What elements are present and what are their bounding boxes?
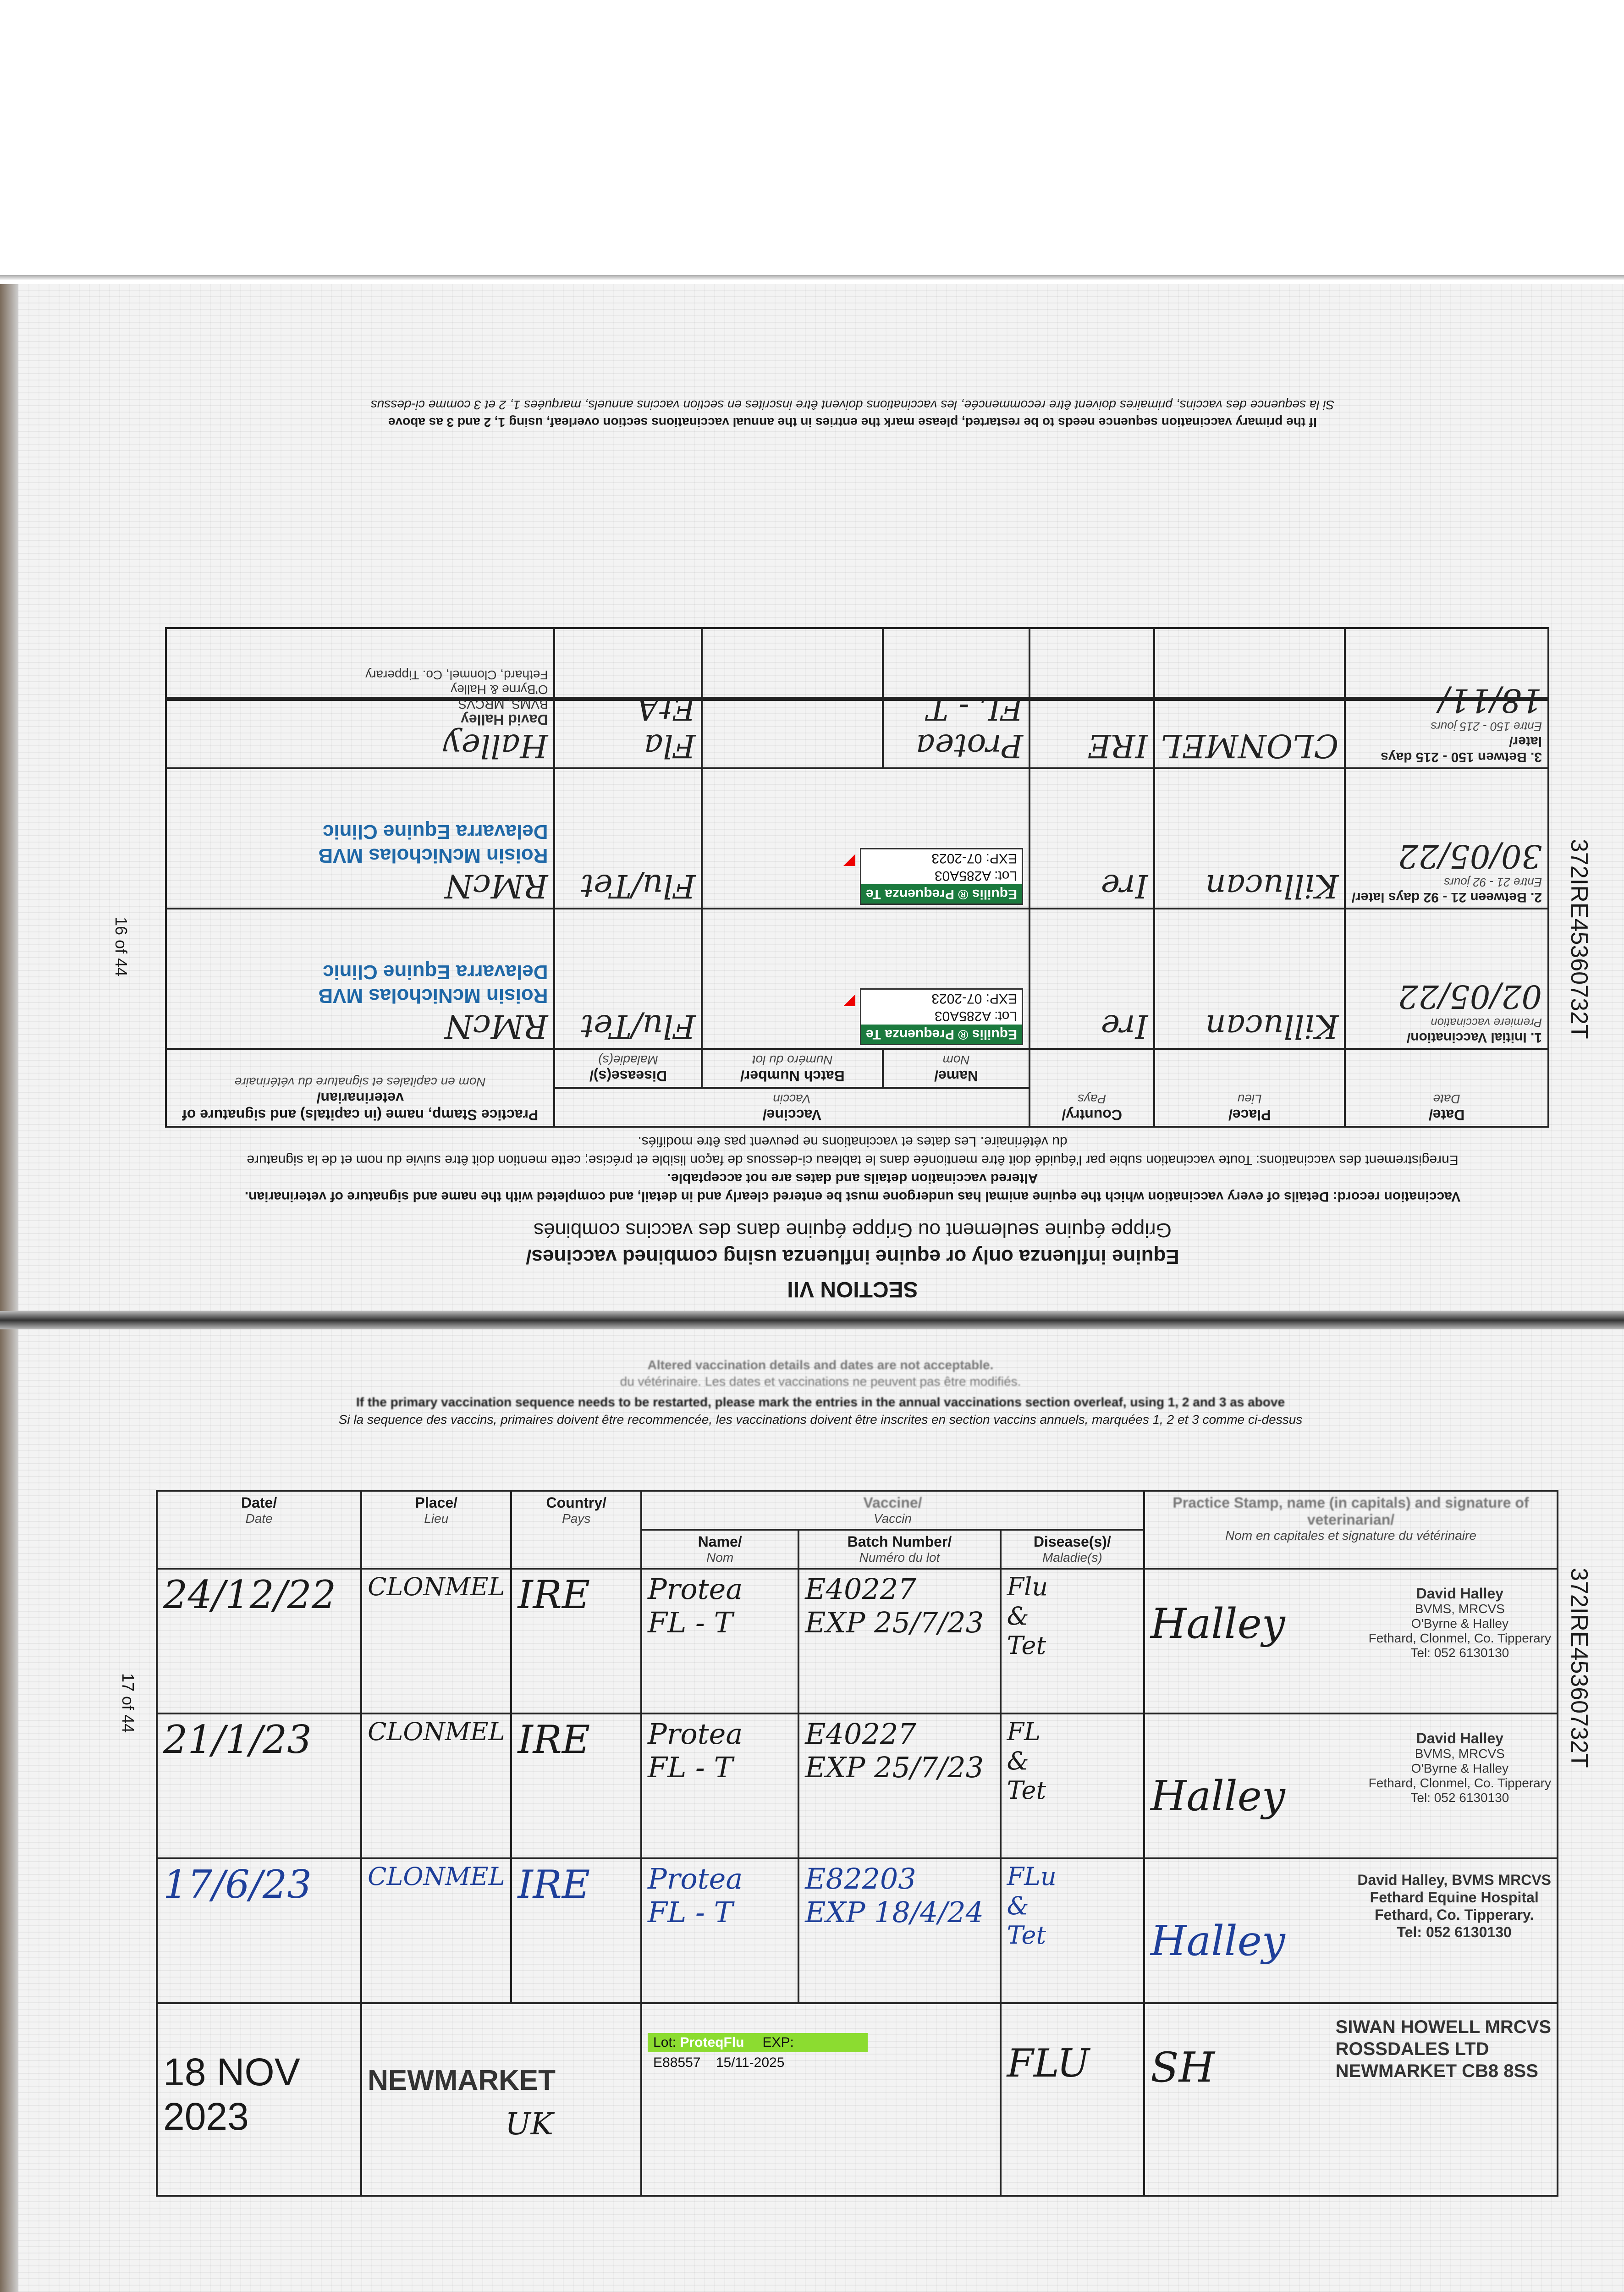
disease-cell: Flu/Tet [555, 909, 702, 1049]
country-text: UK [505, 2106, 554, 2142]
disease-cell [1001, 1569, 1144, 1713]
altered-notice-en: Altered vaccination details and dates are not acceptable. [647, 1358, 994, 1372]
row-label: 1. Initial Vaccination/ [1406, 1030, 1542, 1045]
sticker-lot-label: Lot: [653, 2035, 677, 2050]
stamp-vet-name: David Halley [1416, 1730, 1503, 1747]
vaccination-date: 02/05/22 [1398, 978, 1542, 1015]
place-cell [361, 2003, 641, 2196]
stamp-phone: Tel: 052 6130130 [1397, 1924, 1512, 1940]
red-flag-icon [843, 854, 855, 866]
stamp-phone: Tel: 052 6130130 [1410, 1791, 1509, 1805]
date-cell: 17/6/23 [157, 1858, 361, 2003]
record-notice-fr-2: du vétérinaire. Les dates et vaccinations ne peuvent pas être modifiés. [638, 1134, 1068, 1149]
batch-cell [702, 628, 883, 768]
header-vaccine: Vaccine/ Vaccin [555, 1088, 1030, 1127]
vaccine-label-cell [702, 768, 1029, 909]
header-stamp: Practice Stamp, name (in capitals) and signature of veterinarian/ Nom en capitales et signature du vétérinaire [1144, 1491, 1558, 1569]
restart-notice-fr: Si la sequence des vaccins, primaires doivent être recommencée, les vaccinations doivent être inscrites en section vaccins annuels, marquées 1, 2 et 3 comme ci-dessus [370, 398, 1335, 412]
vaccination-date: 30/05/22 [1398, 837, 1542, 875]
scan-top-margin [0, 0, 1624, 280]
table-row [166, 628, 1548, 768]
clinic-stamp-name: Roisin McNicholas MVB [318, 985, 548, 1007]
record-notice-fr: Enregistrement des vaccinations: Toute vaccination subie par l'équidé doit être mentionée dans le tableau ci-dessous de façon lisible et précise; cette mention doit être suivie du nom et de la signature [247, 1152, 1459, 1168]
header-batch: Batch Number/ Numéro du lot [702, 1049, 883, 1088]
record-notice-en: Vaccination record: Details of every vaccination which the equine animal has undergone must be entered clearly and in detail, and completed with the name and signature of veterinarian. [244, 1189, 1461, 1204]
header-date: Date/ Date [1345, 1049, 1548, 1127]
disease-cell [1001, 1858, 1144, 2003]
place-cell: CLONMEL [361, 1858, 511, 2003]
date-cell: 24/12/22 [157, 1569, 361, 1713]
disease-text: Fla [644, 727, 696, 765]
table-header-row [166, 1088, 1548, 1127]
vaccine-type: FL - T [927, 689, 1024, 727]
batch-expiry: EXP 25/7/23 [805, 1751, 984, 1784]
sticker-brand: Equilis ® Prequenza Te [861, 1025, 1022, 1044]
red-flag-icon [843, 994, 855, 1006]
batch-cell [798, 1858, 1000, 2003]
stamp-address: Fethard, Clonmel, Co. Tipperary [1368, 1631, 1551, 1645]
sticker-exp: EXP: 07-2023 [931, 851, 1018, 866]
primary-vaccination-table [165, 627, 1549, 1128]
disease-text: FL [1007, 1717, 1040, 1746]
vet-signature: Halley [1150, 1917, 1285, 1965]
vet-stamp [172, 667, 548, 727]
passport-id-upper: 372IRE45360732T [1566, 839, 1592, 1039]
vaccine-name-cell [641, 1713, 798, 1858]
vaccination-date: 18/11/ [1438, 682, 1542, 719]
stamp-qualifications: BVMS, MRCVS [1415, 1602, 1505, 1616]
date-cell [1345, 628, 1548, 768]
disease-text-2: EtA [636, 689, 696, 727]
sticker-exp: 15/11-2025 [716, 2055, 785, 2070]
restart-notice-en: If the primary vaccination sequence needs to be restarted, please mark the entries in the annual vaccinations section overleaf, using 1, 2 and 3 as above [356, 1395, 1285, 1409]
vet-signature: Halley [1150, 1772, 1285, 1820]
header-stamp: Practice Stamp, name (in capitals) and signature of veterinarian/ Nom en capitales et signature du vétérinaire [166, 1049, 555, 1127]
stamp-vet-name: David Halley [461, 711, 548, 728]
table-row [157, 1713, 1558, 1858]
date-cell: 21/1/23 [157, 1713, 361, 1858]
stamp-practice: O'Byrne & Halley [451, 683, 548, 697]
disease-cell: Flu/Tet [555, 768, 702, 909]
page-edge [0, 275, 1624, 280]
disease-text-2: Tet [1007, 1921, 1046, 1950]
disease-amp: & [1007, 1747, 1029, 1775]
header-country: Country/ Pays [1029, 1049, 1154, 1127]
batch-number: E82203 [805, 1862, 916, 1895]
place-cell: CLONMEL [361, 1713, 511, 1858]
page-fold [0, 1311, 1624, 1329]
header-place: Place/ Lieu [361, 1491, 511, 1569]
row-label: 2. Between 21 - 92 days later/ [1351, 890, 1542, 905]
header-date: Date/ Date [157, 1491, 361, 1569]
disease-cell: FLU [1001, 2003, 1144, 2196]
stamp-phone: Tel: 052 6130130 [1410, 1646, 1509, 1660]
stamp-vet-name: David Halley [1416, 1585, 1503, 1602]
vaccine-label-cell [641, 2003, 1001, 2196]
vaccine-name-cell [883, 628, 1029, 768]
stamp-qualifications: BVMS, MRCVS [1415, 1747, 1505, 1761]
record-notice-altered: Altered vaccination details and dates are not acceptable. [667, 1171, 1038, 1186]
page-number-lower: 17 of 44 [119, 1673, 138, 1733]
disease-text-2: Tet [1007, 1776, 1046, 1805]
clinic-stamp-practice: Delavarra Equine Clinic [322, 961, 548, 983]
row-label-fr: Entre 21 - 92 jours [1444, 876, 1542, 889]
batch-expiry: EXP 18/4/24 [805, 1895, 984, 1929]
vaccine-sticker [648, 2033, 868, 2073]
vet-stamp [1369, 1731, 1551, 1805]
stamp-address: Fethard, Clonmel, Co. Tipperary [1368, 1776, 1551, 1790]
header-place: Place/ Lieu [1154, 1049, 1345, 1127]
vaccine-name: Protea [916, 727, 1024, 765]
altered-notice-fr: du vétérinaire. Les dates et vaccinations ne peuvent pas être modifiés. [620, 1374, 1021, 1388]
row-label: 3. Betwen 150 - 215 days later/ [1381, 734, 1542, 765]
stamp-address: Fethard, Clonmel, Co. Tipperary [365, 668, 548, 682]
header-country: Country/ Pays [511, 1491, 641, 1569]
header-vaccine: Vaccine/ Vaccin [641, 1491, 1144, 1530]
country-cell: IRE [511, 1713, 641, 1858]
page-number-upper: 16 of 44 [112, 917, 131, 977]
stamp-cell [166, 909, 555, 1049]
date-cell: 18 NOV 2023 [157, 2003, 361, 2196]
batch-number: E40227 [805, 1717, 916, 1751]
table-row [166, 909, 1548, 1049]
stamp-vet-name: SIWAN HOWELL MRCVS [1335, 2017, 1551, 2037]
batch-expiry: EXP 25/7/23 [805, 1606, 984, 1639]
clinic-stamp-practice: Delavarra Equine Clinic [322, 821, 548, 843]
vet-stamp [1336, 2016, 1551, 2082]
header-name: Name/ Nom [883, 1049, 1029, 1088]
vaccine-sticker [860, 848, 1023, 905]
disease-cell [555, 628, 702, 768]
vaccine-sticker [860, 988, 1023, 1045]
altered-notice [156, 1357, 1485, 1390]
stamp-practice: ROSSDALES LTD [1335, 2039, 1489, 2059]
row-label-fr: Entre 150 - 215 jours [1431, 720, 1542, 733]
country-cell: IRE [511, 1569, 641, 1713]
section-subtitle-fr: Grippe équine seulement ou Grippe équine dans des vaccins combinés [534, 1219, 1172, 1241]
sticker-brand: Equilis ® Prequenza Te [861, 884, 1022, 904]
row-label-fr: Premiere vaccination [1431, 1016, 1542, 1030]
stamp-cell [1144, 2003, 1558, 2196]
place-stamp: NEWMARKET [368, 2065, 556, 2096]
section-subtitle [142, 1217, 1563, 1270]
stamp-qualifications: BVMS, MRCVS [458, 697, 548, 711]
batch-cell [798, 1569, 1000, 1713]
sticker-exp-label: EXP: [762, 2035, 794, 2050]
section-vii-primary-vaccinations [142, 398, 1563, 1302]
stamp-cell [166, 768, 555, 909]
vaccine-label-cell [702, 909, 1029, 1049]
place-cell: CLONMEL [1154, 628, 1345, 768]
sticker-lot: Lot: A285A03 [934, 1008, 1018, 1024]
header-disease: Disease(s)/ Maladie(s) [555, 1049, 702, 1088]
vaccine-type: FL - T [648, 1895, 733, 1929]
stamp-address: Fethard, Co. Tipperary. [1375, 1906, 1534, 1923]
vet-signature: RMcN [445, 867, 548, 905]
vet-stamp [1357, 1871, 1551, 1941]
restart-notice-en: If the primary vaccination sequence needs to be restarted, please mark the entries in the annual vaccinations section overleaf, using 1, 2 and 3 as above [388, 415, 1317, 430]
clinic-stamp-name: Roisin McNicholas MVB [318, 844, 548, 867]
restart-notice-fr: Si la sequence des vaccins, primaires doivent être recommencée, les vaccinations doivent être inscrites en section vaccins annuels, marquées 1, 2 et 3 comme ci-dessus [338, 1412, 1303, 1427]
table-row [157, 1569, 1558, 1713]
vet-signature: RMcN [445, 1008, 548, 1045]
date-cell [1345, 768, 1548, 909]
vaccine-type: FL - T [648, 1751, 733, 1784]
annual-vaccination-table [156, 1490, 1558, 2197]
restart-notice [142, 396, 1563, 431]
stamp-practice: O'Byrne & Halley [1411, 1761, 1508, 1775]
place-cell: CLONMEL [361, 1569, 511, 1713]
vet-stamp [1369, 1586, 1551, 1660]
disease-text: Flu [1007, 1572, 1048, 1601]
stamp-practice: Fethard Equine Hospital [1370, 1889, 1539, 1906]
vet-signature: Halley [1150, 1600, 1285, 1648]
disease-amp: & [1007, 1602, 1029, 1631]
vaccine-name: Protea [648, 1572, 743, 1606]
batch-number: E40227 [805, 1572, 916, 1606]
place-cell: Killucan [1154, 768, 1345, 909]
sticker-brand: ProteqFlu [680, 2035, 744, 2050]
stamp-cell [1144, 1569, 1558, 1713]
restart-notice-lower [156, 1394, 1485, 1428]
vet-signature: Halley [443, 727, 548, 765]
disease-amp: & [1007, 1891, 1029, 1920]
section-title: SECTION VII [787, 1277, 918, 1301]
stamp-cell [1144, 1713, 1558, 1858]
place-cell: Killucan [1154, 909, 1345, 1049]
stamp-cell [166, 628, 555, 768]
binding-shadow [0, 284, 18, 2292]
disease-text: FLu [1007, 1862, 1057, 1891]
date-cell [1345, 909, 1548, 1049]
sticker-lot: Lot: A285A03 [934, 868, 1018, 883]
batch-cell [798, 1713, 1000, 1858]
vaccine-type: FL - T [648, 1606, 733, 1639]
table-header-row [157, 1491, 1558, 1530]
table-row [157, 2003, 1558, 2196]
vaccine-name-cell [641, 1569, 798, 1713]
country-cell: IRE [511, 1858, 641, 2003]
header-batch: Batch Number/ Numéro du lot [798, 1530, 1000, 1569]
country-cell: Ire [1029, 768, 1154, 909]
stamp-cell [1144, 1858, 1558, 2003]
header-disease: Disease(s)/ Maladie(s) [1001, 1530, 1144, 1569]
country-cell: IRE [1029, 628, 1154, 768]
disease-text-2: Tet [1007, 1631, 1046, 1660]
vaccination-record-notice [142, 1132, 1563, 1206]
country-cell: Ire [1029, 909, 1154, 1049]
vaccine-name: Protea [648, 1862, 743, 1895]
sticker-lot: E88557 [653, 2055, 701, 2070]
stamp-practice: O'Byrne & Halley [1411, 1616, 1508, 1631]
stamp-address: NEWMARKET CB8 8SS [1335, 2061, 1538, 2081]
passport-id-lower: 372IRE45360732T [1566, 1568, 1592, 1768]
sticker-exp: EXP: 07-2023 [931, 991, 1018, 1006]
disease-cell [1001, 1713, 1144, 1858]
vaccine-name-cell [641, 1858, 798, 2003]
vaccine-name: Protea [648, 1717, 743, 1751]
table-row [166, 768, 1548, 909]
header-name: Name/ Nom [641, 1530, 798, 1569]
table-row [157, 1858, 1558, 2003]
stamp-vet-name: David Halley, BVMS MRCVS [1357, 1872, 1551, 1888]
section-subtitle-en: Equine influenza only or equine influenza using combined vaccines/ [526, 1245, 1179, 1268]
vet-signature: SH [1150, 2044, 1215, 2092]
